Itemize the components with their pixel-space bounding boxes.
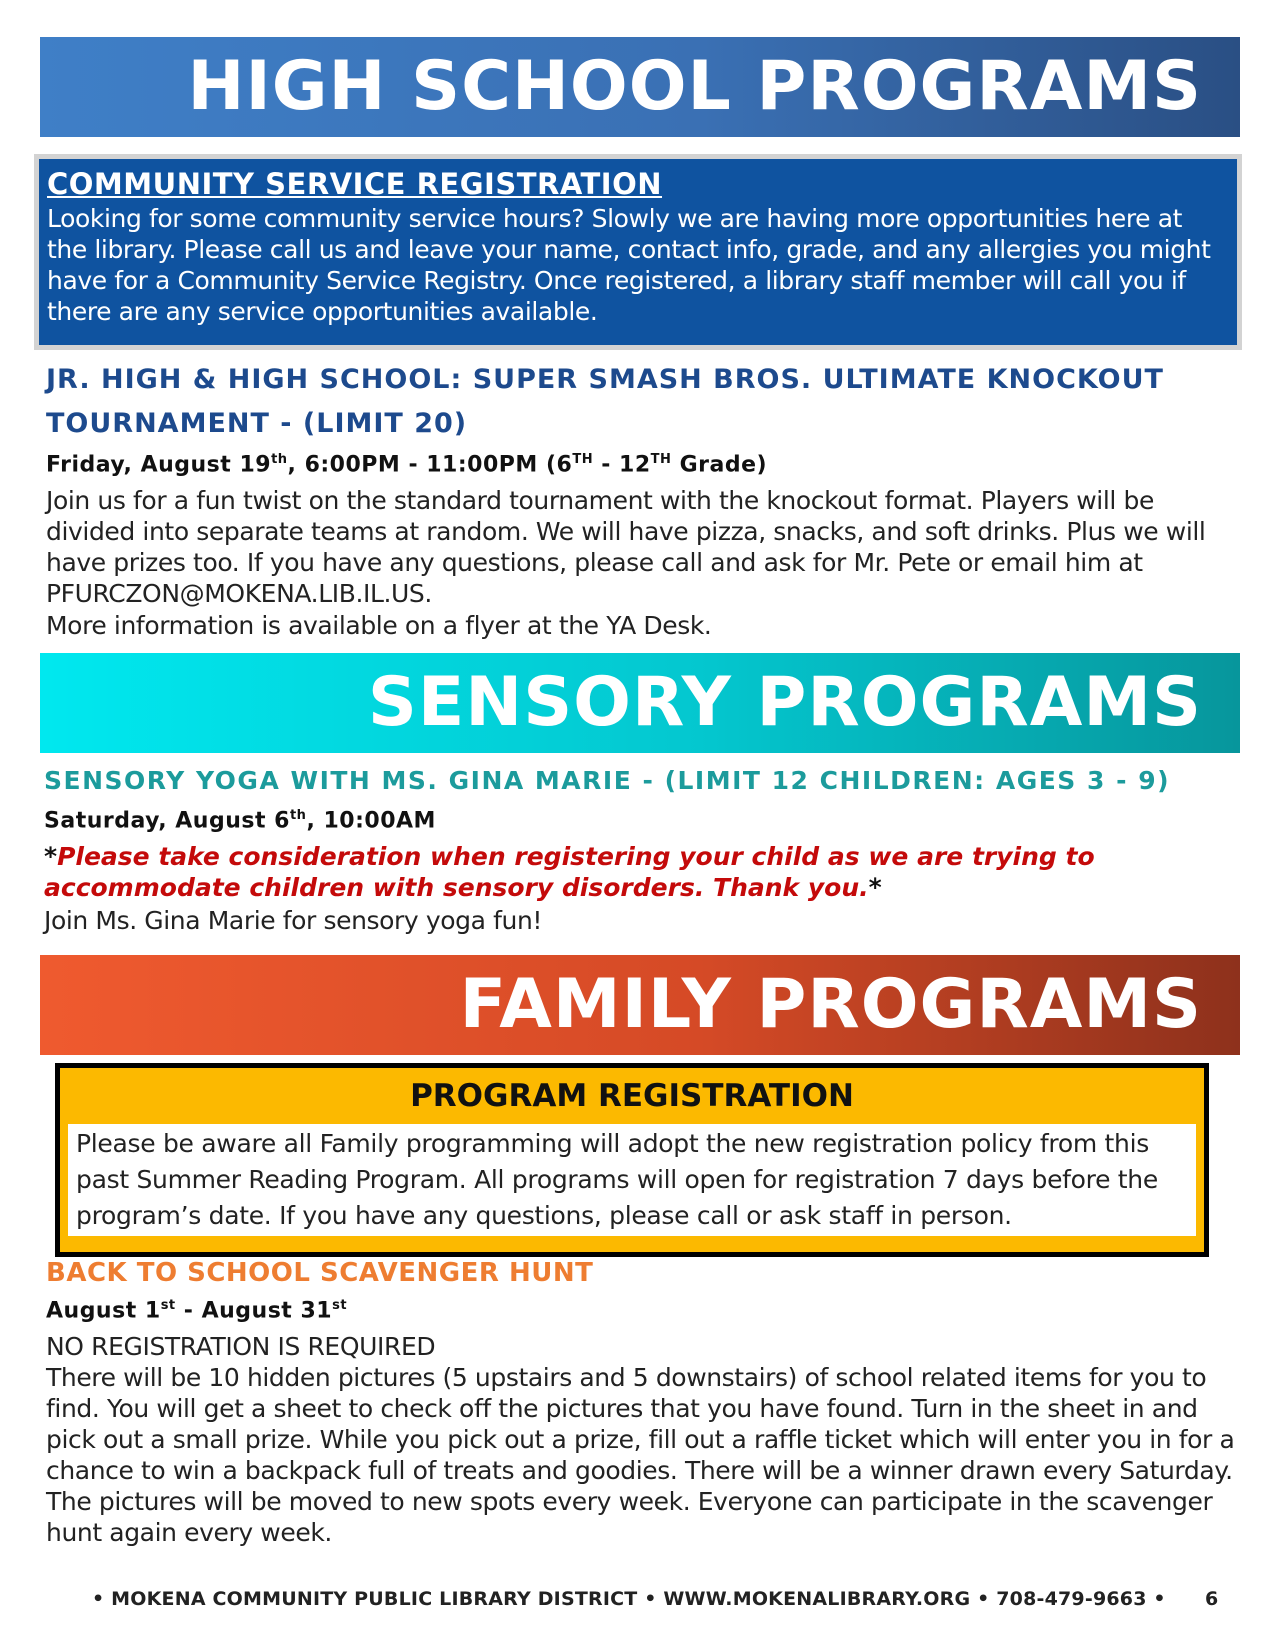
- family-banner: [40, 955, 1240, 1055]
- smash-day-suffix: th: [271, 452, 288, 467]
- hunt-end-date: - August 31: [175, 1298, 333, 1324]
- smash-grade-suffix-2: TH: [650, 452, 672, 467]
- smash-date-time: [46, 452, 767, 477]
- note-asterisk-close: *: [868, 873, 882, 902]
- sensory-yoga-description: Join Ms. Gina Marie for sensory yoga fun!: [44, 906, 543, 935]
- smash-grade-label: Grade): [671, 452, 768, 478]
- smash-more-info: More information is available on a flyer at the YA Desk.: [46, 611, 712, 640]
- community-service-title: COMMUNITY SERVICE REGISTRATION: [47, 167, 663, 201]
- program-registration-inner: [68, 1124, 1196, 1236]
- high-school-banner: [40, 37, 1240, 137]
- hunt-end-suffix: st: [332, 1298, 348, 1313]
- community-service-text: Looking for some community service hours? Slowly we are having more opportunities here at the library. Please call us and leave your name, contact info, grade, and any allergies you might have for a Community Service Registry. Once registered, a library staff member will call you if there are any service opportunities available.: [47, 204, 1211, 326]
- sensory-banner: [40, 653, 1240, 753]
- program-registration-text: Please be aware all Family programming will adopt the new registration policy from this past Summer Reading Program. All programs will open for registration 7 days before the program’s date. If you have any questions, please call or ask staff in person.: [76, 1129, 1158, 1230]
- sensory-yoga-title: SENSORY YOGA WITH MS. GINA MARIE - (LIMIT 12 CHILDREN: AGES 3 - 9): [44, 766, 1171, 795]
- page-number: 6: [1205, 1588, 1219, 1610]
- note-asterisk-open: *: [44, 842, 58, 871]
- sensory-yoga-note: [44, 841, 1144, 903]
- sensory-banner-title: SENSORY PROGRAMS: [367, 663, 1202, 742]
- smash-title-line2: TOURNAMENT - (LIMIT 20): [46, 408, 468, 439]
- program-registration-title: PROGRAM REGISTRATION: [410, 1078, 854, 1114]
- smash-grade-range: - 12: [593, 452, 651, 478]
- community-service-box: [34, 154, 1242, 350]
- hunt-start-date: August 1: [46, 1298, 161, 1324]
- smash-time: , 6:00PM - 11:00PM (6: [287, 452, 573, 478]
- yoga-day: Saturday, August 6: [44, 808, 290, 834]
- scavenger-hunt-description: There will be 10 hidden pictures (5 upstairs and 5 downstairs) of school related items for you to find. You will get a sheet to check off the pictures that you have found. Turn in the sheet in and pick out a small prize. While you pick out a prize, fill out a raffle ticket which will enter you in for a chance to win a backpack full of treats and goodies. There will be a winner drawn every Saturday. The pictures will be moved to new spots every week. Everyone can participate in the scavenger hunt again every week.: [46, 1363, 1235, 1547]
- sensory-yoga-date-time: [44, 808, 436, 833]
- smash-grade-suffix-1: TH: [572, 452, 594, 467]
- smash-description: Join us for a fun twist on the standard tournament with the knockout format. Players will be divided into separate teams at random. We will have pizza, snacks, and soft drinks. Plus we will have prizes too. If you have any questions, please call and ask for Mr. Pete or email him at PFURCZON@MOKENA.LIB.IL.US.: [46, 486, 1206, 608]
- footer-text: • MOKENA COMMUNITY PUBLIC LIBRARY DISTRICT • WWW.MOKENALIBRARY.ORG • 708-479-9663 •: [92, 1588, 1166, 1610]
- scavenger-hunt-dates: [46, 1298, 347, 1323]
- scavenger-no-registration: NO REGISTRATION IS REQUIRED: [46, 1332, 436, 1361]
- program-registration-box: [55, 1063, 1209, 1257]
- high-school-banner-title: HIGH SCHOOL PROGRAMS: [187, 47, 1202, 126]
- hunt-start-suffix: st: [160, 1298, 176, 1313]
- note-text: Please take consideration when registering your child as we are trying to accommodate children with sensory disorders. Thank you.: [44, 842, 1095, 902]
- yoga-time: , 10:00AM: [306, 808, 436, 834]
- scavenger-hunt-title: BACK TO SCHOOL SCAVENGER HUNT: [46, 1258, 594, 1288]
- smash-title-line1: JR. HIGH & HIGH SCHOOL: SUPER SMASH BROS. ULTIMATE KNOCKOUT: [46, 364, 1164, 395]
- family-banner-title: FAMILY PROGRAMS: [459, 965, 1202, 1044]
- smash-tournament-title: [46, 358, 1236, 446]
- yoga-day-suffix: th: [289, 808, 307, 823]
- smash-day: Friday, August 19: [46, 452, 272, 478]
